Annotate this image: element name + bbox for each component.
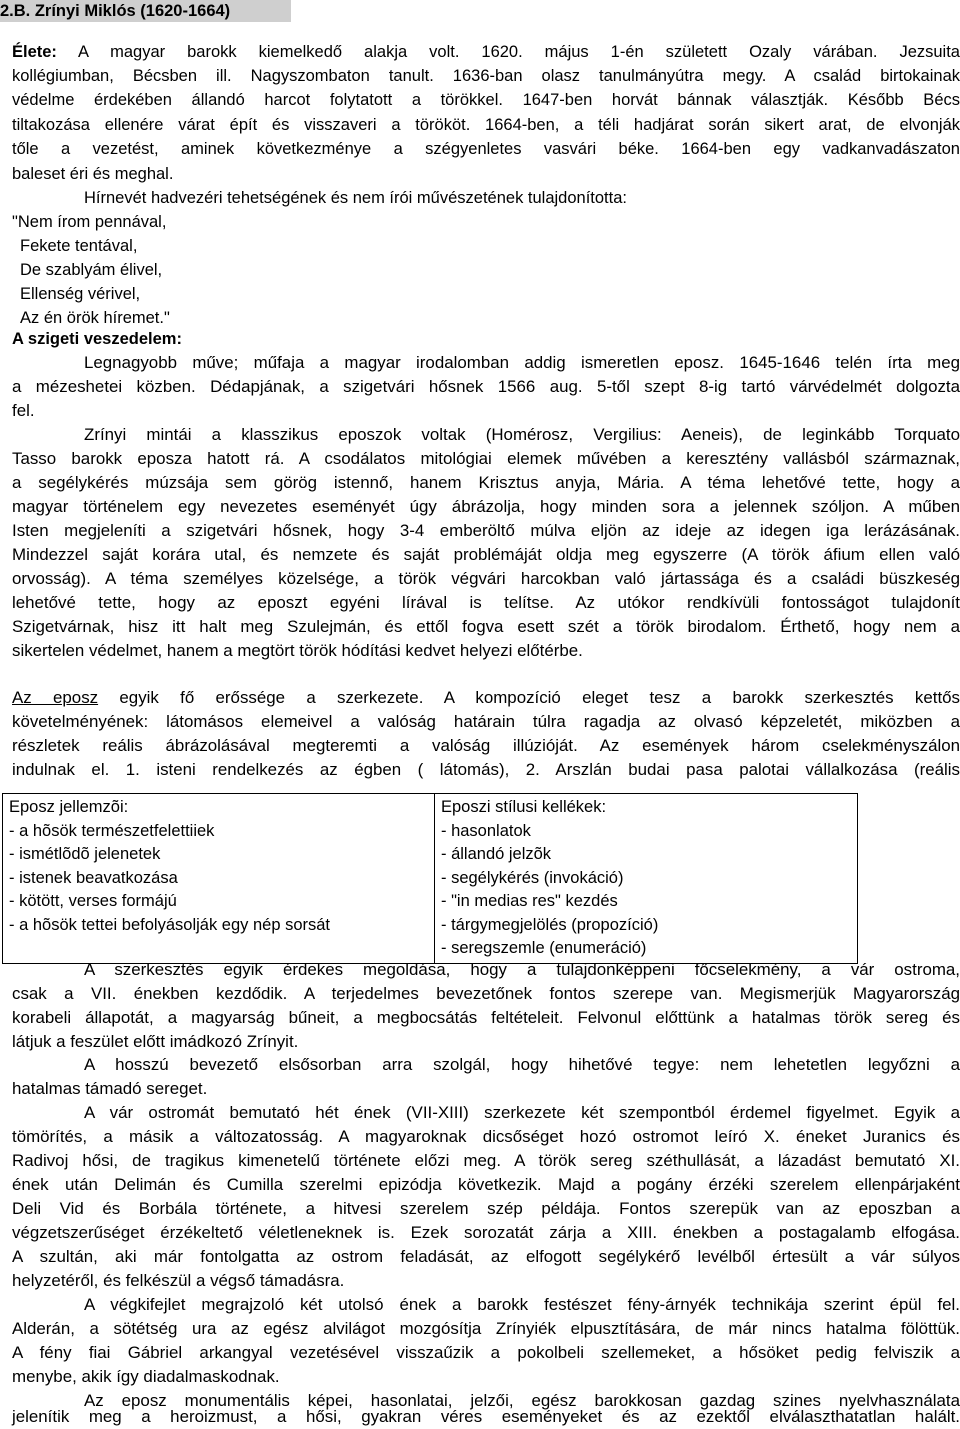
epic-style-device-item: - állandó jelzõk [441,845,552,863]
szigeti-line-11: lehetővé tette, hogy az eposzt egyéni lírával is telítse. Az utókor rendkívüli fontosságot tulajdonít [12,593,960,612]
poem-line-3: De szablyám élivel, [20,261,163,279]
analysis-line-15: A végkifejlet megrajzoló két utolsó ének a barokk festészet fény-árnyék technikája szerint épül fel. [84,1295,960,1314]
szigeti-line-12: Szigetvárnak, hisz itt halt meg Szulejmán, és ettől fogva esett szét a török birodalom. Érthető, hogy nem a [12,617,960,636]
analysis-line-10: ének után Delimán és Cumilla szerelmi epizódja következik. Majd a pogány érzéki szerelem ellenpárjaként [12,1175,960,1194]
analysis-line-11: Deli Vid és Borbála története, a hitvesi szerelem szép példája. Fontos szerepük van az eposzban a [12,1199,960,1218]
epic-characteristic-item: - ismétlõdõ jelenetek [9,845,161,863]
szigeti-line-4: Zrínyi mintái a klasszikus eposzok voltak (Homérosz, Vergilius: Aeneis), de leginkább Torquato [84,425,960,444]
structure-line-4: indulnak el. 1. isteni rendelkezés az égben ( látomás), 2. Arszlán budai pasa palotai vállalkozása (reális [12,760,960,779]
analysis-line-1: A szerkesztés egyik érdekes megoldása, hogy a tulajdonképpeni főcselekmény, a vár ostroma, [84,960,960,979]
bio-line-6: baleset éri és meghal. [12,165,174,183]
szigeti-heading: A szigeti veszedelem: [12,330,182,348]
bio-line-3: védelme érdekében állandó harcot folytatott a törökkel. 1647-ben horvát bánnak választják. Később Bécs [12,91,960,109]
epic-style-device-item: - segélykérés (invokáció) [441,868,624,887]
szigeti-line-1: Legnagyobb műve; műfaja a magyar irodalomban addig ismeretlen eposz. 1645-1646 telén írta meg [84,353,960,372]
epic-characteristic-item: - kötött, verses formájú [9,892,177,910]
bio-line-1 [12,42,960,62]
analysis-line-16: Alderán, a sötétség ura az egész alvilágot mozgósítja Zrínyiék elpusztítására, de már nincs hatalma fölöttük. [12,1319,960,1338]
analysis-line-8: tömörítés, a másik a változatosság. A magyaroknak dicsőséget hozó ostromot leíró X. éneket Juranics és [12,1127,960,1146]
szigeti-line-7: magyar történelem egy nevezetes eseményét úgy ábrázolja, hogy minden sora a jelennek szóljon. A műben [12,497,960,516]
poem-line-5: Az én örök híremet." [20,309,170,327]
epic-style-devices-cell [435,794,858,964]
epic-style-device-item: - seregszemle (enumeráció) [441,939,647,957]
szigeti-line-10: orvosság). A téma személyes közelsége, a török végvári harcokban való jártassága és a családi büszkeség [12,569,960,588]
epic-style-device-item: - tárgymegjelölés (propozíció) [441,915,659,934]
analysis-line-9: Radivoj hősi, de tragikus kimenetelű története előzi meg. A török sereg széthullását, a lázadást bemutató XI. [12,1151,960,1170]
epic-features-table [2,793,858,964]
analysis-line-6: hatalmas támadó sereget. [12,1079,208,1098]
analysis-line-19: Az eposz monumentális képei, hasonlatai, jelzői, egész barokkosan gazdag szines nyelvhasználata [84,1391,960,1410]
epic-style-device-item: - hasonlatok [441,821,531,840]
epic-style-device-item: - "in medias res" kezdés [441,892,618,910]
analysis-line-13: A szultán, aki már fontolgatta az ostrom feladását, az elfogott segélykérő levélből értesült a vár súlyos [12,1247,960,1266]
epic-characteristics-header: Eposz jellemzõi: [9,798,129,816]
analysis-line-2: csak a VII. énekben kezdődik. A terjedelmes bevezetőnek fontos szerepe van. Megismerjük Magyarország [12,984,960,1003]
epic-characteristic-item: - istenek beavatkozása [9,868,178,887]
analysis-line-3: korabeli állapotát, a magyarság bűneit, a megbocsátás feltételeit. Felvonul előttünk a hatalmas török sereg és [12,1008,960,1027]
szigeti-line-8: Isten megjeleníti a szigetvári hősnek, hogy 3-4 emberöltő múlva eljön az ideje az idegen iga lerázásának. [12,521,960,540]
bio-label: Élete: [12,43,57,61]
structure-underlined-term: Az eposz [12,688,99,707]
poem-line-4: Ellenség vérivel, [20,285,141,303]
epic-style-devices-header: Eposzi stílusi kellékek: [441,798,607,816]
structure-line-3: részletek reális ábrázolásával megteremti a valóság illúzióját. Az események három cselekményszálon [12,736,960,755]
szigeti-line-3: fel. [12,401,35,420]
analysis-line-17: A fény fiai Gábriel arkangyal vezetésével visszaűzik a pokolbeli szellemeket, a hősöket pedig felviszik a [12,1343,960,1362]
analysis-line-12: végzetszerűséget érzékeltető véletleneknek is. Ezek sorozatát zárja a XIII. énekben a postagalamb elfogása. [12,1223,960,1242]
analysis-line-14: helyzetéről, és felkészül a végső támadásra. [12,1271,345,1290]
bio-line-7: Hírnevét hadvezéri tehetségének és nem írói művészetének tulajdonította: [84,189,627,207]
analysis-line-7: A vár ostromát bemutató hét ének (VII-XIII) szerkezete két szempontból érdemel figyelmet. Egyik a [84,1103,960,1122]
structure-line-1 [12,688,960,708]
epic-characteristics-cell [3,794,435,964]
szigeti-line-13: sikertelen védelmet, hanem a megtört török hódítási kedvet helyezi előtérbe. [12,641,583,660]
section-title: 2.B. Zrínyi Miklós (1620-1664) [0,2,231,20]
epic-characteristic-item: - a hõsök tettei befolyásolják egy nép sorsát [9,915,331,934]
epic-characteristic-item: - a hõsök természetfelettiiek [9,821,215,840]
analysis-line-4: látjuk a feszület előtt imádkozó Zrínyit. [12,1032,299,1051]
szigeti-line-2: a mézeshetei közben. Dédapjának, a szigetvári hősnek 1566 aug. 5-től szept 8-ig tartó várvédelmét dolgozta [12,377,960,396]
bio-line-4: tiltakozása ellenére várat épít és visszaveri a törököt. 1664-ben, a téli hadjárat során sikert arat, de elvonják [12,116,960,134]
analysis-line-20: jelenítik meg a heroizmust, a hősi, gyakran véres eseményeket és az ezektől elválaszthatatlan halált. [12,1407,960,1426]
poem-line-2: Fekete tentával, [20,237,138,255]
poem-line-1: "Nem írom pennával, [12,213,167,231]
szigeti-line-6: a segélykérés múzsája sem görög istennő, hanem Krisztus anyja, Mária. A téma lehetővé tette, hogy a [12,473,960,492]
bio-line-2: kollégiumban, Bécsben ill. Nagyszombaton tanult. 1636-ban olasz tanulmányútra megy. A család birtokainak [12,67,960,85]
szigeti-line-5: Tasso barokk eposza hatott rá. A csodálatos mitológiai elemek művében a keresztény vallásból származnak, [12,449,960,468]
structure-line-2: követelményének: látomásos elemeivel a valóság határain túlra ragadja az olvasó képzeletét, miközben a [12,712,960,731]
bio-line-1-text: A magyar barokk kiemelkedő alakja volt. 1620. május 1-én született Ozaly várában. Jezsuita [56,43,960,61]
szigeti-line-9: Mindezzel saját korára utal, és nemzete és saját problémáját oldja meg egyszerre (A török áfium ellen való [12,545,960,564]
analysis-line-5: A hosszú bevezető elsősorban arra szolgál, hogy hihetővé tegye: nem lehetetlen legyőzni a [84,1055,960,1074]
analysis-line-18: menybe, akik így diadalmaskodnak. [12,1367,280,1386]
structure-line-1-text: egyik fő erőssége a szerkezete. A kompozíció eleget tesz a barokk szerkesztés kettős [98,688,960,707]
bio-line-5: tőle a vezetést, aminek következménye a szégyenletes vasvári béke. 1664-ben egy vadkanvadászaton [12,140,960,158]
